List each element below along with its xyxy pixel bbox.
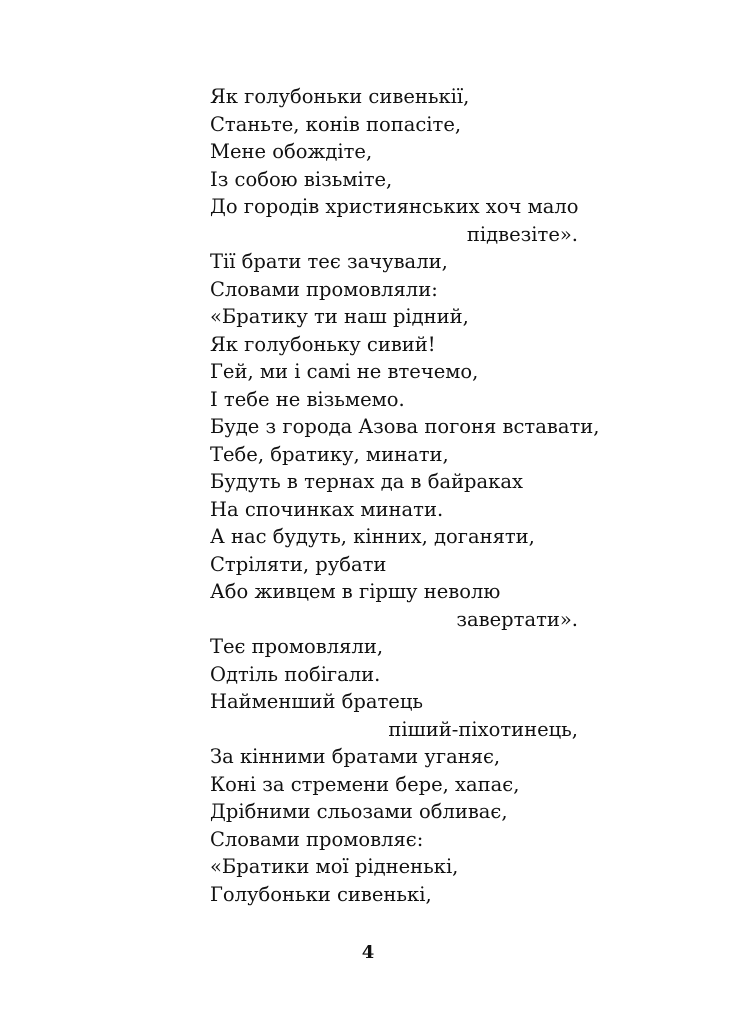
- poem-line: «Братики мої рідненькі,: [210, 855, 459, 878]
- poem-line: Словами промовляли:: [210, 277, 438, 301]
- poem-line: Як голубоньку сивий!: [210, 332, 436, 356]
- poem-line: Гей, ми і самі не втечемо,: [210, 360, 479, 383]
- poem-line: І тебе не візьмемо.: [210, 387, 405, 411]
- poem-line: Мене обождіте,: [210, 140, 373, 163]
- poem-line: Найменший братець: [210, 690, 423, 713]
- poem-line: підвезіте».: [466, 222, 578, 246]
- poem-line: Як голубоньки сивенькії,: [210, 85, 470, 108]
- poem-line: Голубоньки сивенькі,: [210, 882, 432, 906]
- poem-line: Станьте, конів попасіте,: [210, 112, 462, 136]
- poem-line: Теє промовляли,: [210, 635, 384, 658]
- poem-line: До городів християнських хоч мало: [210, 195, 579, 218]
- poem-line: Одтіль побігали.: [210, 662, 381, 686]
- poem-line: За кінними братами уганяє,: [210, 745, 501, 768]
- poem-line: Стріляти, рубати: [210, 552, 387, 576]
- poem-line: Буде з города Азова погоня вставати,: [210, 415, 600, 438]
- poem-line: Словами промовляє:: [210, 827, 424, 851]
- poem-line: Тії брати теє зачували,: [210, 250, 448, 273]
- poem-line: піший-піхотинець,: [388, 717, 578, 741]
- poem-line: А нас будуть, кінних, доганяти,: [210, 525, 535, 548]
- poem-line: На спочинках минати.: [210, 497, 444, 521]
- poem-line: Будуть в тернах да в байраках: [210, 470, 523, 493]
- poem-line: Із собою візьміте,: [210, 167, 393, 191]
- poem-line: Дрібними сльозами обливає,: [210, 800, 508, 823]
- poem-line: Тебе, братику, минати,: [210, 442, 449, 466]
- page-number: 4: [361, 942, 375, 963]
- poem-line: Або живцем в гіршу неволю: [210, 580, 501, 603]
- poem-line: завертати».: [456, 607, 578, 631]
- poem-line: «Братику ти наш рідний,: [210, 305, 469, 328]
- poem-text: [210, 83, 600, 908]
- poem-line: Коні за стремени бере, хапає,: [210, 772, 520, 796]
